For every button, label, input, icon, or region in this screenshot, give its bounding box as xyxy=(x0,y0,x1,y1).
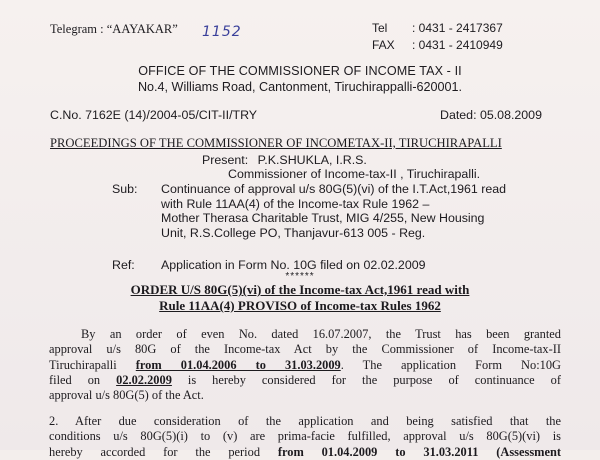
ref-label: Ref: xyxy=(112,258,135,272)
subject-text xyxy=(161,182,506,240)
paragraph-line xyxy=(49,358,561,373)
new-approval-period: from 01.04.2009 to 31.03.2011 (Assessment xyxy=(277,444,561,459)
paragraph-line: approval u/s 80G(5) of the Act. xyxy=(49,388,204,403)
fax-line xyxy=(372,38,503,52)
paragraph-line xyxy=(49,445,561,460)
present-line xyxy=(202,153,367,167)
subject-line: Continuance of approval u/s 80G(5)(vi) of the I.T.Act,1961 read xyxy=(161,182,507,196)
approval-period: from 01.04.2006 to 31.03.2009 xyxy=(135,357,341,372)
subject-line: with Rule 11AA(4) of the Income-tax Rule 1962 – xyxy=(161,196,430,211)
present-designation: Commissioner of Income-tax-II , Tiruchirapalli. xyxy=(228,167,481,181)
paragraph-text: After due consideration of the application and being satisfied that the xyxy=(75,414,561,428)
telegram-line: Telegram : “AAYAKAR” xyxy=(50,22,178,36)
paragraph-line xyxy=(49,414,561,429)
paragraph-1 xyxy=(49,327,561,403)
office-name: OFFICE OF THE COMMISSIONER OF INCOME TAX - II xyxy=(138,64,462,78)
present-name: P.K.SHUKLA, I.R.S. xyxy=(257,153,367,167)
proceedings-title: PROCEEDINGS OF THE COMMISSIONER OF INCOMETAX-II, TIRUCHIRAPALLI xyxy=(50,136,502,150)
present-label: Present: xyxy=(202,153,249,167)
city-text: Tiruchirapalli xyxy=(49,357,117,372)
ref-text: Application in Form No. 10G filed on 02.02.2009 xyxy=(161,258,426,272)
reference-number: C.No. 7162E (14)/2004-05/CIT-II/TRY xyxy=(50,108,258,122)
subject-line: Unit, R.S.College PO, Thanjavur-613 005 - Reg. xyxy=(161,225,426,240)
order-heading-line2: Rule 11AA(4) PROVISO of Income-tax Rules 1962 xyxy=(159,298,441,313)
ref-stars: ****** xyxy=(285,271,315,282)
considered-text: is hereby considered for the purpose of continuance of xyxy=(187,372,561,387)
paragraph-line: approval u/s 80G of the Income-tax Act by the Commissioner of Income-tax-II xyxy=(49,342,561,357)
paragraph-line: By an order of even No. dated 16.07.2007, the Trust has been granted xyxy=(81,327,561,341)
handwritten-number: 1152 xyxy=(202,24,242,40)
filed-on-text: filed on xyxy=(49,372,101,387)
accorded-text: hereby accorded for the period xyxy=(49,444,261,459)
paragraph-line: conditions u/s 80G(5)(i) to (v) are prima-facie fulfilled, approval u/s 80G(5)(vi) is xyxy=(49,429,561,444)
subject-label: Sub: xyxy=(112,182,138,196)
subject-line: Mother Therasa Charitable Trust, MIG 4/255, New Housing xyxy=(161,211,485,225)
filed-date: 02.02.2009 xyxy=(116,372,172,387)
tel-value: : 0431 - 2417367 xyxy=(412,21,503,35)
tel-label: Tel xyxy=(372,21,388,35)
fax-label: FAX xyxy=(372,38,395,52)
paragraph-2 xyxy=(49,414,561,460)
telephone-line xyxy=(372,21,503,35)
paragraph-line xyxy=(49,373,561,388)
paragraph-number: 2. xyxy=(49,414,59,428)
dated: Dated: 05.08.2009 xyxy=(440,108,542,122)
form-text: . The application Form No:10G xyxy=(340,357,561,372)
order-heading-line1: ORDER U/S 80G(5)(vi) of the Income-tax Act,1961 read with xyxy=(130,282,470,297)
office-address: No.4, Williams Road, Cantonment, Tiruchirappalli-620001. xyxy=(137,80,463,94)
fax-value: : 0431 - 2410949 xyxy=(412,38,503,52)
